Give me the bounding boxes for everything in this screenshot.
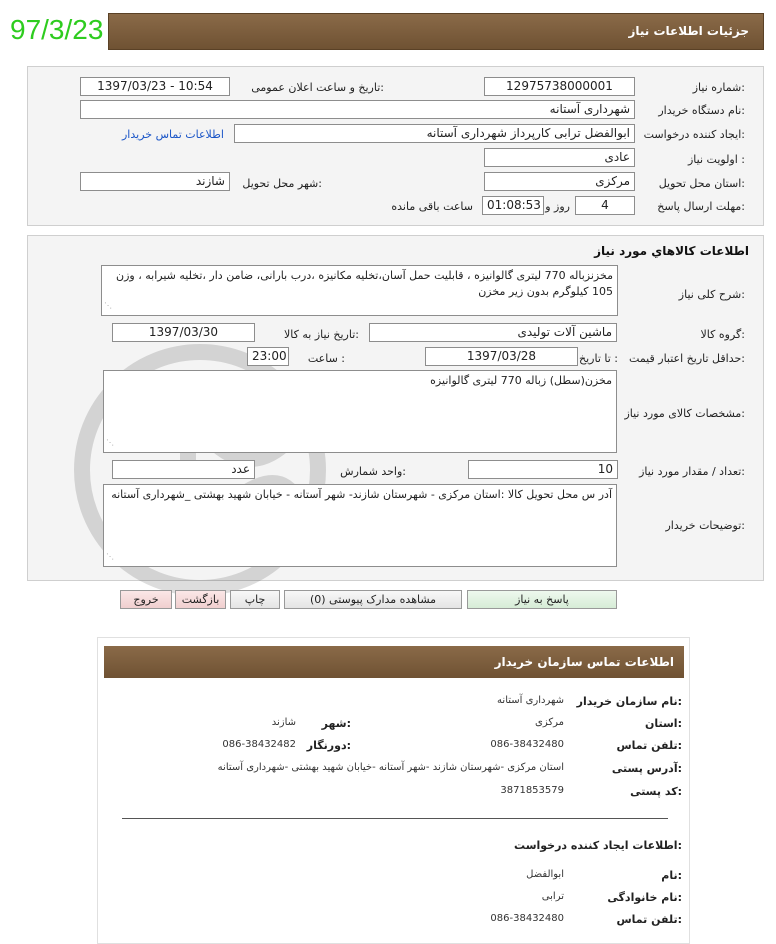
time-field: 23:00 <box>247 347 289 366</box>
specs-textarea <box>103 370 617 453</box>
fax-value: 086-38432482 <box>222 739 296 750</box>
creator-label: ایجاد کننده درخواست: <box>643 128 745 141</box>
contact-card-title: اطلاعات تماس سازمان خریدار <box>494 655 674 669</box>
need-date-label: تاریخ نیاز به کالا: <box>284 328 359 341</box>
attachments-button[interactable]: مشاهده مدارک پیوستی (0) <box>284 590 462 609</box>
deadline-time-field: 01:08:53 <box>482 196 544 215</box>
summary-label: شرح کلی نیاز: <box>678 288 745 301</box>
qty-label: تعداد / مقدار مورد نیاز: <box>639 465 745 478</box>
until-date-label: تا تاریخ : <box>579 352 618 365</box>
page-header <box>108 13 764 50</box>
notes-text: آدر س محل تحویل کالا :استان مرکزی - شهرستان شازند- شهر آستانه - خیابان شهید بهشتی _شهرداری آستانه <box>111 488 612 501</box>
reply-button[interactable]: پاسخ به نیاز <box>467 590 617 609</box>
province-field: مرکزی <box>484 172 635 191</box>
province-contact-label: استان: <box>644 717 682 730</box>
city-field: شازند <box>80 172 230 191</box>
priority-field: عادی <box>484 148 635 167</box>
print-button[interactable]: چاپ <box>230 590 280 609</box>
postal-value: 3871853579 <box>500 785 564 796</box>
qty-field: 10 <box>468 460 618 479</box>
summary-textarea <box>101 265 618 316</box>
need-date-field: 1397/03/30 <box>112 323 255 342</box>
postal-label: کد پستی: <box>630 785 682 798</box>
back-button[interactable]: بازگشت <box>175 590 226 609</box>
priority-label: اولویت نیاز : <box>687 153 745 166</box>
unit-label: واحد شمارش: <box>340 465 406 478</box>
creator-info-title: اطلاعات ایجاد کننده درخواست: <box>514 839 682 852</box>
goods-section-title: اطلاعات کالاهاي مورد نياز <box>594 244 749 258</box>
need-number-label: شماره نیاز: <box>692 81 745 94</box>
contact-card-header <box>104 646 684 678</box>
specs-label: مشخصات کالای مورد نیاز: <box>624 407 745 420</box>
group-label: گروه کالا: <box>700 328 745 341</box>
date-stamp: 97/3/23 <box>10 14 104 45</box>
org-value: شهرداری آستانه <box>497 695 564 706</box>
phone-value: 086-38432480 <box>490 739 564 750</box>
days-text: روز و <box>545 200 570 213</box>
notes-textarea <box>103 484 617 567</box>
unit-field: عدد <box>112 460 255 479</box>
resize-grip-icon[interactable]: ⋰ <box>106 438 114 447</box>
resize-grip-icon[interactable]: ⋰ <box>106 552 114 561</box>
buyer-field: شهرداری آستانه <box>80 100 635 119</box>
until-date-field: 1397/03/28 <box>425 347 578 366</box>
province-contact-value: مرکزی <box>535 717 564 728</box>
deadline-days-field: 4 <box>575 196 635 215</box>
time-label: ساعت : <box>307 352 345 365</box>
contact-divider <box>122 818 668 819</box>
org-label: نام سازمان خریدار: <box>576 695 682 708</box>
address-label: آدرس پستی: <box>611 762 682 775</box>
city-contact-value: شازند <box>271 717 296 728</box>
province-label: استان محل تحویل: <box>658 177 745 190</box>
creator-name-value: ابوالفضل <box>526 869 564 880</box>
group-field: ماشین آلات تولیدی <box>369 323 617 342</box>
address-value: استان مرکزی -شهرستان شازند -شهر آستانه -خیابان شهید بهشتی -شهرداری آستانه <box>217 762 564 773</box>
resize-grip-icon[interactable]: ⋰ <box>104 301 112 310</box>
phone-label: تلفن تماس: <box>616 739 682 752</box>
city-label: شهر محل تحویل: <box>242 177 322 190</box>
summary-text: مخزنزباله 770 لیتری گالوانیزه ، قابلیت حمل آسان،تخلیه مکانیزه ،درب بارانی، ضامن دار ،تخلیه شیرابه ، وزن 105 کیلوگرم بدون زیر مخزن <box>116 269 613 298</box>
creator-name-label: نام: <box>661 869 682 882</box>
notes-label: توضیحات خریدار: <box>665 519 745 532</box>
deadline-label: مهلت ارسال پاسخ: <box>657 200 745 213</box>
city-contact-label: شهر: <box>321 717 351 730</box>
creator-family-label: نام خانوادگی: <box>607 891 682 904</box>
buyer-label: نام دستگاه خریدار: <box>658 104 745 117</box>
buyer-contact-card <box>97 637 690 944</box>
creator-family-value: ترابی <box>541 891 564 902</box>
specs-text: مخزن(سطل) زباله 770 لیتری گالوانیزه <box>430 374 612 387</box>
need-number-field: 1297573800000​1 <box>484 77 635 96</box>
announce-field: 1397/03/23 - 10:54 <box>80 77 230 96</box>
remaining-text: ساعت باقی مانده <box>391 200 473 213</box>
announce-label: تاریخ و ساعت اعلان عمومی: <box>251 81 384 94</box>
creator-phone-label: تلفن تماس: <box>616 913 682 926</box>
price-valid-label: حداقل تاریخ اعتبار قیمت: <box>629 352 745 365</box>
exit-button[interactable]: خروج <box>120 590 172 609</box>
fax-label: دورنگار: <box>306 739 351 752</box>
creator-field: ابوالفضل ترابی کارپرداز شهرداری آستانه <box>234 124 635 143</box>
page-title: جزئیات اطلاعات نیاز <box>628 24 749 38</box>
creator-phone-value: 086-38432480 <box>490 913 564 924</box>
buyer-contact-link[interactable]: اطلاعات تماس خریدار <box>122 128 224 141</box>
